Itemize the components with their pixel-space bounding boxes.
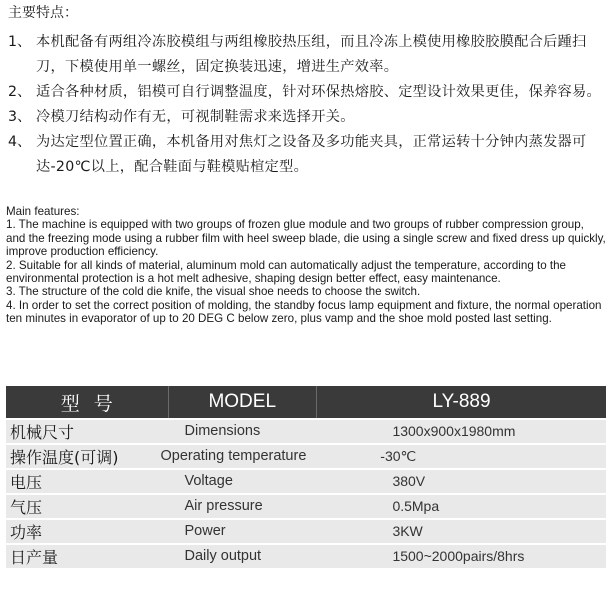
spec-row-daily-output (6, 545, 606, 569)
spec-label-cn: 日产量 (10, 547, 59, 567)
spec-table-header (6, 386, 606, 418)
spec-label-en: Operating temperature (160, 448, 307, 465)
spec-label-cn: 电压 (10, 472, 43, 492)
cn-feature-text: 适合各种材质，铝模可自行调整温度，针对环保热熔胶、定型设计效果更佳，保养容易。 (36, 84, 602, 100)
cn-features-list (8, 30, 608, 180)
en-feature-text: 2. Suitable for all kinds of material, aluminum mold can automatically adjust the temperature, according to the environmental protection is a hot melt adhesive, shaping design better effect, easy maintenance. (6, 258, 567, 286)
en-feature-text: 4. In order to set the correct position of molding, the standby focus lamp equipment and fixture, the normal operation ten minutes in evaporator of up to 20 DEG C below zero, plus vamp and the shoe mold posted last setting. (6, 298, 602, 326)
cn-feature-item (8, 130, 608, 180)
spec-row-air-pressure (6, 495, 606, 519)
spec-label-en: Air pressure (184, 498, 263, 515)
en-features-block (6, 205, 606, 326)
header-model-value: LY-889 (316, 386, 606, 418)
spec-label-cn: 功率 (10, 522, 43, 542)
cn-feature-number: 1、 (8, 34, 32, 50)
spec-row-dimensions (6, 420, 606, 444)
cn-feature-text: 为达定型位置正确，本机备用对焦灯之设备及多功能夹具，正常运转十分钟内蒸发器可达-20℃以上，配合鞋面与鞋模贴楦定型。 (36, 134, 587, 175)
spec-value: 3KW (392, 523, 423, 540)
spec-value: 0.5Mpa (392, 498, 440, 515)
cn-feature-item (8, 105, 608, 130)
spec-label-en: Dimensions (184, 423, 261, 440)
spec-row-operating-temperature (6, 445, 606, 469)
en-features-heading: Main features: (6, 205, 80, 218)
spec-value: 380V (392, 473, 426, 490)
spec-row-power (6, 520, 606, 544)
cn-feature-number: 3、 (8, 109, 32, 125)
spec-value: 1500~2000pairs/8hrs (392, 548, 525, 565)
spec-value: -30℃ (380, 447, 417, 464)
spec-table (6, 386, 606, 568)
cn-feature-text: 本机配备有两组冷冻胶模组与两组橡胶热压组，而且冷冻上模使用橡胶胶膜配合后踵扫刀，下模使用单一螺丝，固定换装迅速，增进生产效率。 (36, 34, 587, 75)
cn-feature-item (8, 80, 608, 105)
header-model-en: MODEL (168, 386, 317, 418)
header-model-cn: 型号 (60, 392, 127, 415)
spec-label-en: Voltage (184, 473, 233, 490)
cn-feature-item (8, 30, 608, 80)
en-feature-text: 3. The structure of the cold die knife, the visual shoe needs to choose the switch. (6, 285, 421, 299)
cn-feature-number: 2、 (8, 84, 32, 100)
spec-value: 1300x900x1980mm (392, 423, 516, 440)
spec-row-voltage (6, 470, 606, 494)
spec-label-cn: 操作温度(可调) (10, 447, 119, 467)
spec-label-en: Power (184, 523, 226, 540)
spec-label-en: Daily output (184, 548, 262, 565)
spec-label-cn: 机械尺寸 (10, 422, 75, 442)
spec-label-cn: 气压 (10, 497, 43, 517)
cn-feature-number: 4、 (8, 134, 32, 150)
cn-feature-text: 冷模刀结构动作有无，可视制鞋需求来选择开关。 (36, 109, 355, 125)
cn-features-heading: 主要特点： (8, 5, 78, 21)
en-feature-text: 1. The machine is equipped with two groups of frozen glue module and two groups of rubber compression group, and the freezing mode using a rubber film with heel sweep blade, die using a single screw and fixed dress up quickly, improve production efficiency. (6, 218, 606, 259)
